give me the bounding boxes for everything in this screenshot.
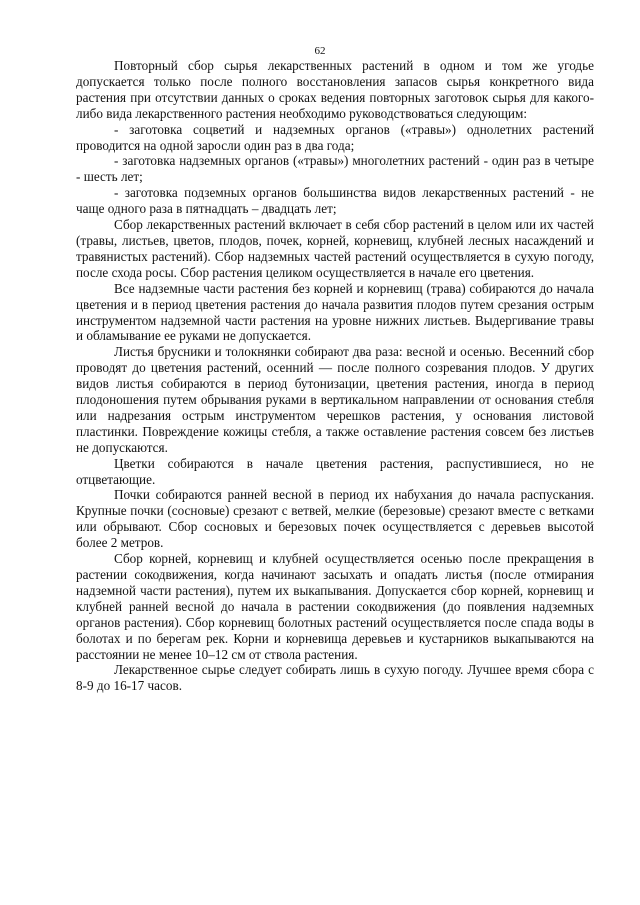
paragraph-perennial-herbs: - заготовка надземных органов («травы») многолетних растений - один раз в четыре - шесть лет; xyxy=(76,153,594,185)
paragraph-underground-organs: - заготовка подземных органов большинства видов лекарственных растений - не чаще одного раза в пятнадцать – двадцать лет; xyxy=(76,185,594,217)
paragraph-aerial-parts: Все надземные части растения без корней и корневищ (трава) собираются до начала цветения и в период цветения растения до начала развития плодов путем срезания острым инструментом надземной части растения на уровне нижних листьев. Выдергивание травы и обламывание ее руками не допускается. xyxy=(76,280,594,344)
paragraph-buds: Почки собираются ранней весной в период их набухания до начала распускания. Крупные почки (сосновые) срезают с ветвей, мелкие (березовые) срезают вместе с ветками или обрывают. Сбор сосновых и березовых почек осуществляется с деревьев высотой более 2 метров. xyxy=(76,487,594,551)
paragraph-annual-herbs: - заготовка соцветий и надземных органов («травы») однолетних растений проводится на одной заросли один раз в два года; xyxy=(76,121,594,153)
paragraph-collection-scope: Сбор лекарственных растений включает в себя сбор растений в целом или их частей (травы, листьев, цветов, плодов, почек, корней, корневищ, клубней лесных насаждений и травянистых растений). Сбор надземных частей растений осуществляется в сухую погоду, после схода росы. Сбор растения целиком осуществляется в начале его цветения. xyxy=(76,217,594,280)
paragraph-roots: Сбор корней, корневищ и клубней осуществляется осенью после прекращения в растении сокодвижения, когда начинают засыхать и опадать листья (после отмирания надземной части растения), путем их выкапывания. Допускается сбор корней, корневищ и клубней ранней весной до начала в растении сокодвижения (до появления надземных органов растения). Сбор корневищ болотных растений осуществляется после спада воды в болотах и по берегам рек. Корни и корневища деревьев и кустарников выкапываются на расстоянии не менее 10–12 см от ствола растения. xyxy=(76,551,594,662)
text-body xyxy=(76,58,594,694)
paragraph-repeat-collection: Повторный сбор сырья лекарственных растений в одном и том же угодье допускается только после полного восстановления запасов сырья конкретного вида растения при отсутствии данных о сроках ведения повторных заготовок сырья для какого-либо вида лекарственного растения необходимо руководствоваться следующим: xyxy=(76,58,594,121)
paragraph-leaves: Листья брусники и толокнянки собирают два раза: весной и осенью. Весенний сбор проводят до цветения растений, осенний — после полного созревания плодов. У других видов листья собираются в период бутонизации, цветения растения, иногда в период плодоношения путем обрывания руками в вертикальном направлении от основания стебля или надрезания острым инструментом черешков растения, у основания листовой пластинки. Повреждение кожицы стебля, а также оставление растения совсем без листьев не допускаются. xyxy=(76,344,594,455)
page-number: 62 xyxy=(314,45,326,57)
paragraph-flowers: Цветки собираются в начале цветения растения, распустившиеся, но не отцветающие. xyxy=(76,455,594,487)
paragraph-collection-time: Лекарственное сырье следует собирать лишь в сухую погоду. Лучшее время сбора с 8-9 до 16-17 часов. xyxy=(76,662,594,694)
